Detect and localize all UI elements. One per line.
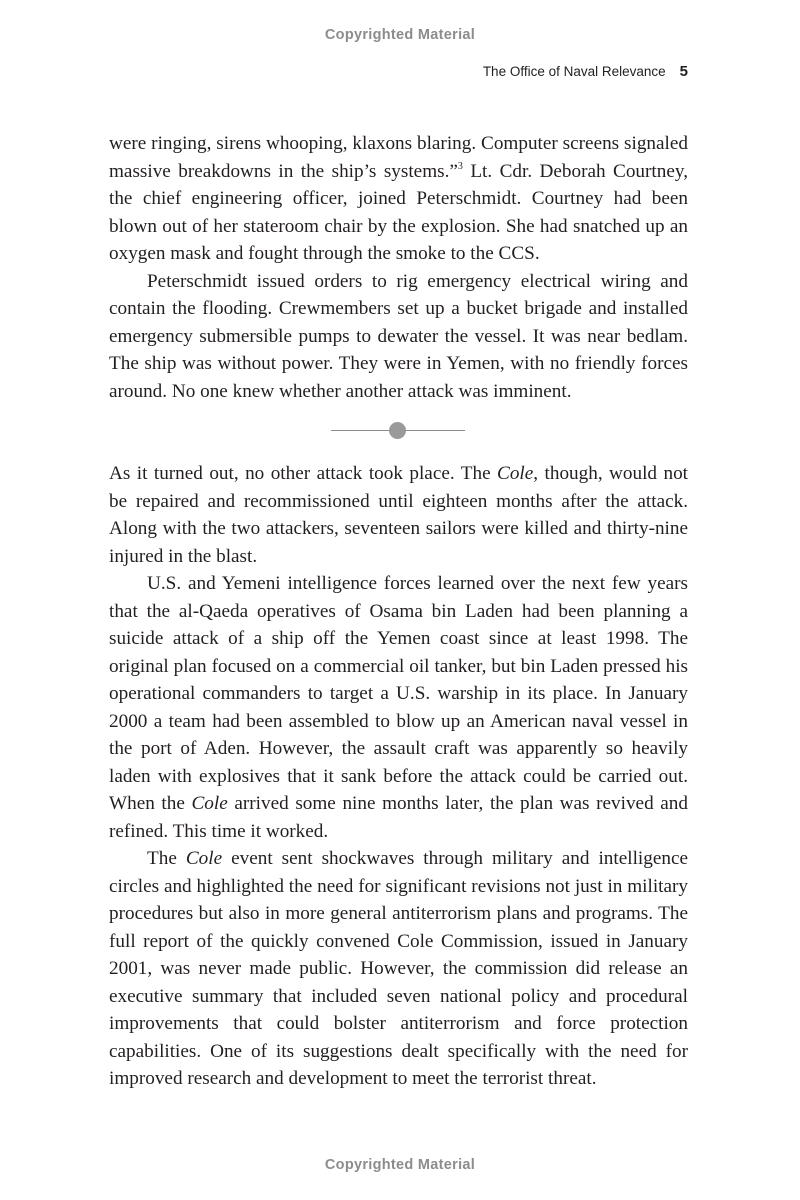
page-number: 5 [679,63,688,80]
ship-name: Cole [497,463,534,484]
paragraph-text: The [147,848,186,869]
running-head [483,63,688,80]
paragraph-text: were ringing, sirens whooping, klaxons blaring. Computer screens signaled massive breakdowns in the ship’s systems.” [109,133,688,182]
section-break-ornament [331,421,465,441]
ship-name: Cole [191,793,228,814]
copyright-watermark-bottom: Copyrighted Material [324,1157,476,1173]
paragraph-text: arrived some nine months later, the plan was revived and refined. This time it worked. [109,793,688,842]
chapter-title: The Office of Naval Relevance [482,64,666,79]
copyright-watermark-top: Copyrighted Material [324,27,476,43]
paragraph-text: , though, would not be repaired and recommissioned until eighteen months after the attack. Along with the two attackers, seventeen sailors were killed and thirty-nine injured in the blast. [109,463,688,567]
paragraph: Peterschmidt issued orders to rig emergency electrical wiring and contain the flooding. Crewmembers set up a bucket brigade and installed emergency submersible pumps to dewater the vessel. It was near bedlam. The ship was without power. They were in Yemen, with no friendly forces around. No one knew whether another attack was imminent. [109,270,688,402]
paragraph [109,130,688,268]
text-block-top [109,130,688,405]
paragraph-text: event sent shockwaves through military and intelligence circles and highlighted the need for significant revisions not just in military procedures but also in more general antiterrorism plans and programs. The full report of the quickly convened Cole Commission, issued in January 2001, was never made public. However, the commission did release an executive summary that included seven national policy and procedural improvements that could bolster antiterrorism and force protection capabilities. One of its suggestions dealt specifically with the need for improved research and development to meet the terrorist threat. [109,848,688,1089]
ornament-dot-icon [389,422,406,439]
paragraph-text: U.S. and Yemeni intelligence forces learned over the next few years that the al-Qaeda operatives of Osama bin Laden had been planning a suicide attack of a ship off the Yemen coast since at least 1998. The original plan focused on a commercial oil tanker, but bin Laden pressed his operational commanders to target a U.S. warship in its place. In January 2000 a team had been assembled to blow up an American naval vessel in the port of Aden. However, the assault craft was apparently so heavily laden with explosives that it sank before the attack could be carried out. When the [109,573,688,814]
paragraph-text: As it turned out, no other attack took place. The [109,463,498,484]
ship-name: Cole [185,848,223,869]
paragraph-text: Lt. Cdr. Deborah Courtney, the chief engineering officer, joined Peterschmidt. Courtney had been blown out of her stateroom chair by the explosion. She had snatched up an oxygen mask and fought through the smoke to the CCS. [109,160,689,264]
text-block-bottom [109,460,688,1093]
paragraph [109,845,688,1093]
paragraph [109,460,688,570]
footnote-ref[interactable]: 3 [457,160,463,172]
paragraph [109,570,688,845]
